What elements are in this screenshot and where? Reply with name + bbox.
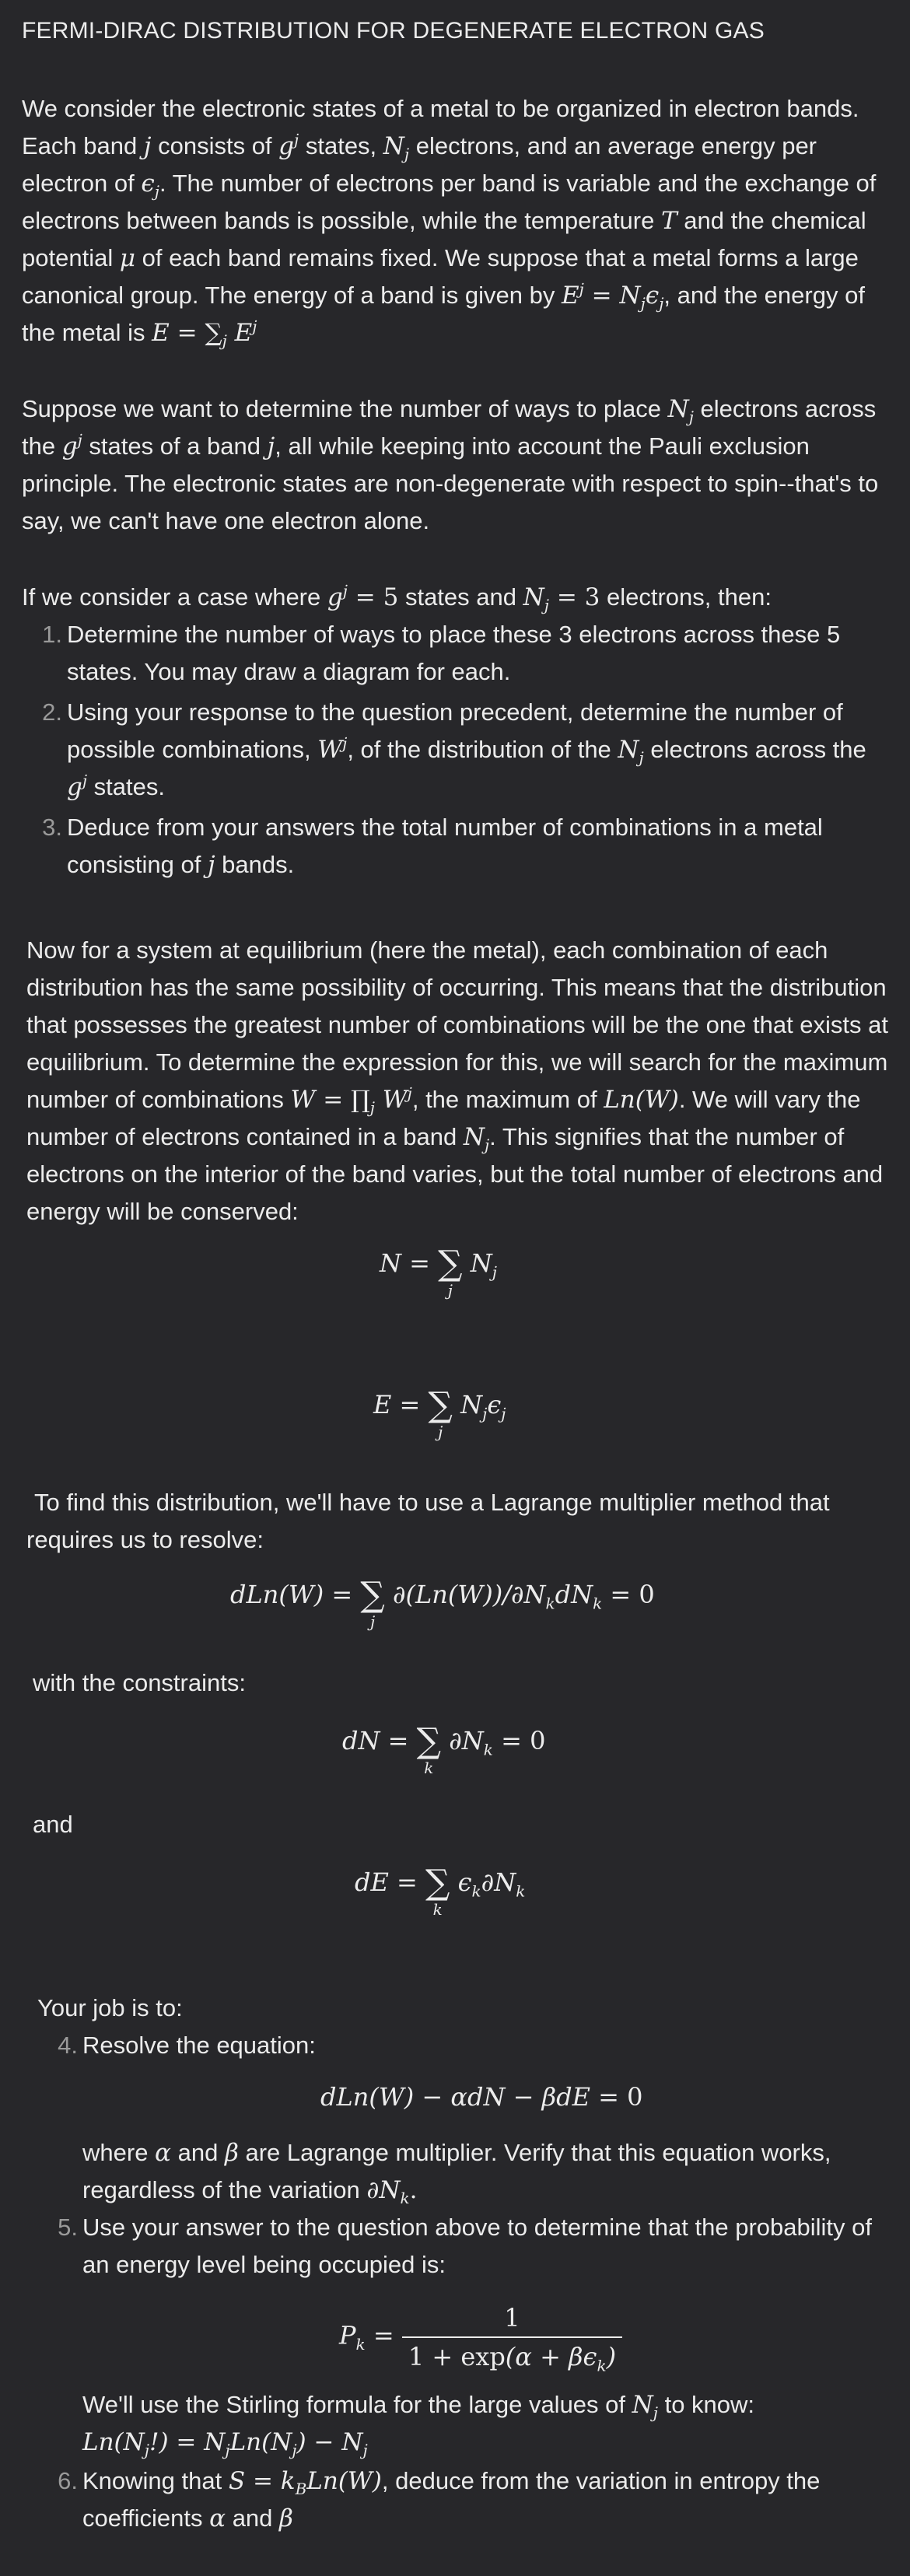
equation-dE-constraint: dE = ∑ k $\epsilon_k\partial N_k$ <box>355 1863 526 1919</box>
case-paragraph: If we consider a case where $g^j = 5$ states and $N_j = 3$ electrons, then: <box>22 581 772 615</box>
list-item: 1. Determine the number of ways to place these 3 electrons across these 5 states. You may draw a diagram for each. <box>42 621 841 685</box>
and-label: and <box>33 1811 73 1838</box>
question-list-1 <box>23 616 879 884</box>
question-list-2-part-b <box>39 2209 879 2284</box>
list-item: 2. Using your response to the question precedent, determine the number of possible combinations, $W^j$, of the distribution of the $N_j$ electrons across the $g^j$ states. <box>42 698 866 801</box>
intro-paragraph: We consider the electronic states of a metal to be organized in electron bands. Each band j consists of $g^j$ states, $N_j$ electrons, and an average energy per electron of $\epsilon_j$. The number of electrons per band is variable and the exchange of electrons between bands is possible, while the temperature T and the chemical potential μ of each band remains fixed. We suppose that a metal forms a large canonical group. The energy of a band is given by $E^j = N_j\epsilon_j$, and the energy of the metal is $E = \sum_j$ $E^j$ <box>22 95 877 351</box>
list-item: 3. Deduce from your answers the total number of combinations in a metal consisting of j bands. <box>42 814 823 879</box>
question-list-2-part-c <box>39 2462 879 2537</box>
equation-total-electrons: N = ∑ j $N_j$ <box>380 1244 497 1300</box>
lagrange-multiplier-note: where α and β are Lagrange multiplier. Verify that this equation works, regardless of the variation $\partial N_k$. <box>82 2139 831 2208</box>
equation-total-energy: E = ∑ j $N_j\epsilon_j$ <box>373 1385 506 1441</box>
job-label: Your job is to: <box>37 1994 183 2021</box>
list-item: 4. Resolve the equation: <box>58 2032 316 2059</box>
list-item: 6. Knowing that $S = k_BLn(W)$, deduce from the variation in entropy the coefficients α and β <box>58 2467 821 2532</box>
equilibrium-paragraph: Now for a system at equilibrium (here the metal), each combination of each distribution has the same possibility of occurring. This means that the distribution that possesses the greatest number of combinations will be the one that exists at equilibrium. To determine the expression for this, we will search for the maximum number of combinations $W = \prod_j$ $W^j$, the maximum of Ln(W). We will vary the number of electrons contained in a band $N_j$. This signifies that the number of electrons on the interior of the band varies, but the total number of electrons and energy will be conserved: <box>26 936 889 1225</box>
stirling-note: We'll use the Stirling formula for the large values of $N_j$ to know: $Ln(N_j!) = N_jLn(N_j) - N_j$ <box>82 2391 755 2460</box>
list-item: 5. Use your answer to the question above to determine that the probability of an energy level being occupied is: <box>58 2214 872 2278</box>
document-title: FERMI-DIRAC DISTRIBUTION FOR DEGENERATE ELECTRON GAS <box>22 18 765 44</box>
equation-lagrange: dLn(W) = ∑ j $\partial(Ln(W))/\partial N_kdN_k = 0$ <box>230 1575 655 1631</box>
lagrange-paragraph: To find this distribution, we'll have to use a Lagrange multiplier method that requires us to resolve: <box>26 1489 830 1553</box>
pauli-paragraph: Suppose we want to determine the number of ways to place $N_j$ electrons across the $g^j$ states of a band j, all while keeping into account the Pauli exclusion principle. The electronic states are non-degenerate with respect to spin--that's to say, we can't have one electron alone. <box>22 395 879 534</box>
equation-dN-constraint: dN = ∑ k $\partial N_k = 0$ <box>342 1721 546 1777</box>
question-list-2-part-a <box>39 2027 879 2064</box>
equation-lagrange-multipliers: dLn(W) − αdN − βdE = 0 <box>320 2082 643 2112</box>
constraints-label: with the constraints: <box>33 1669 246 1696</box>
equation-probability: $P_k$ = $\frac{1}{1 + \exp(\alpha + \beta\epsilon_k)}$ <box>339 2302 622 2372</box>
